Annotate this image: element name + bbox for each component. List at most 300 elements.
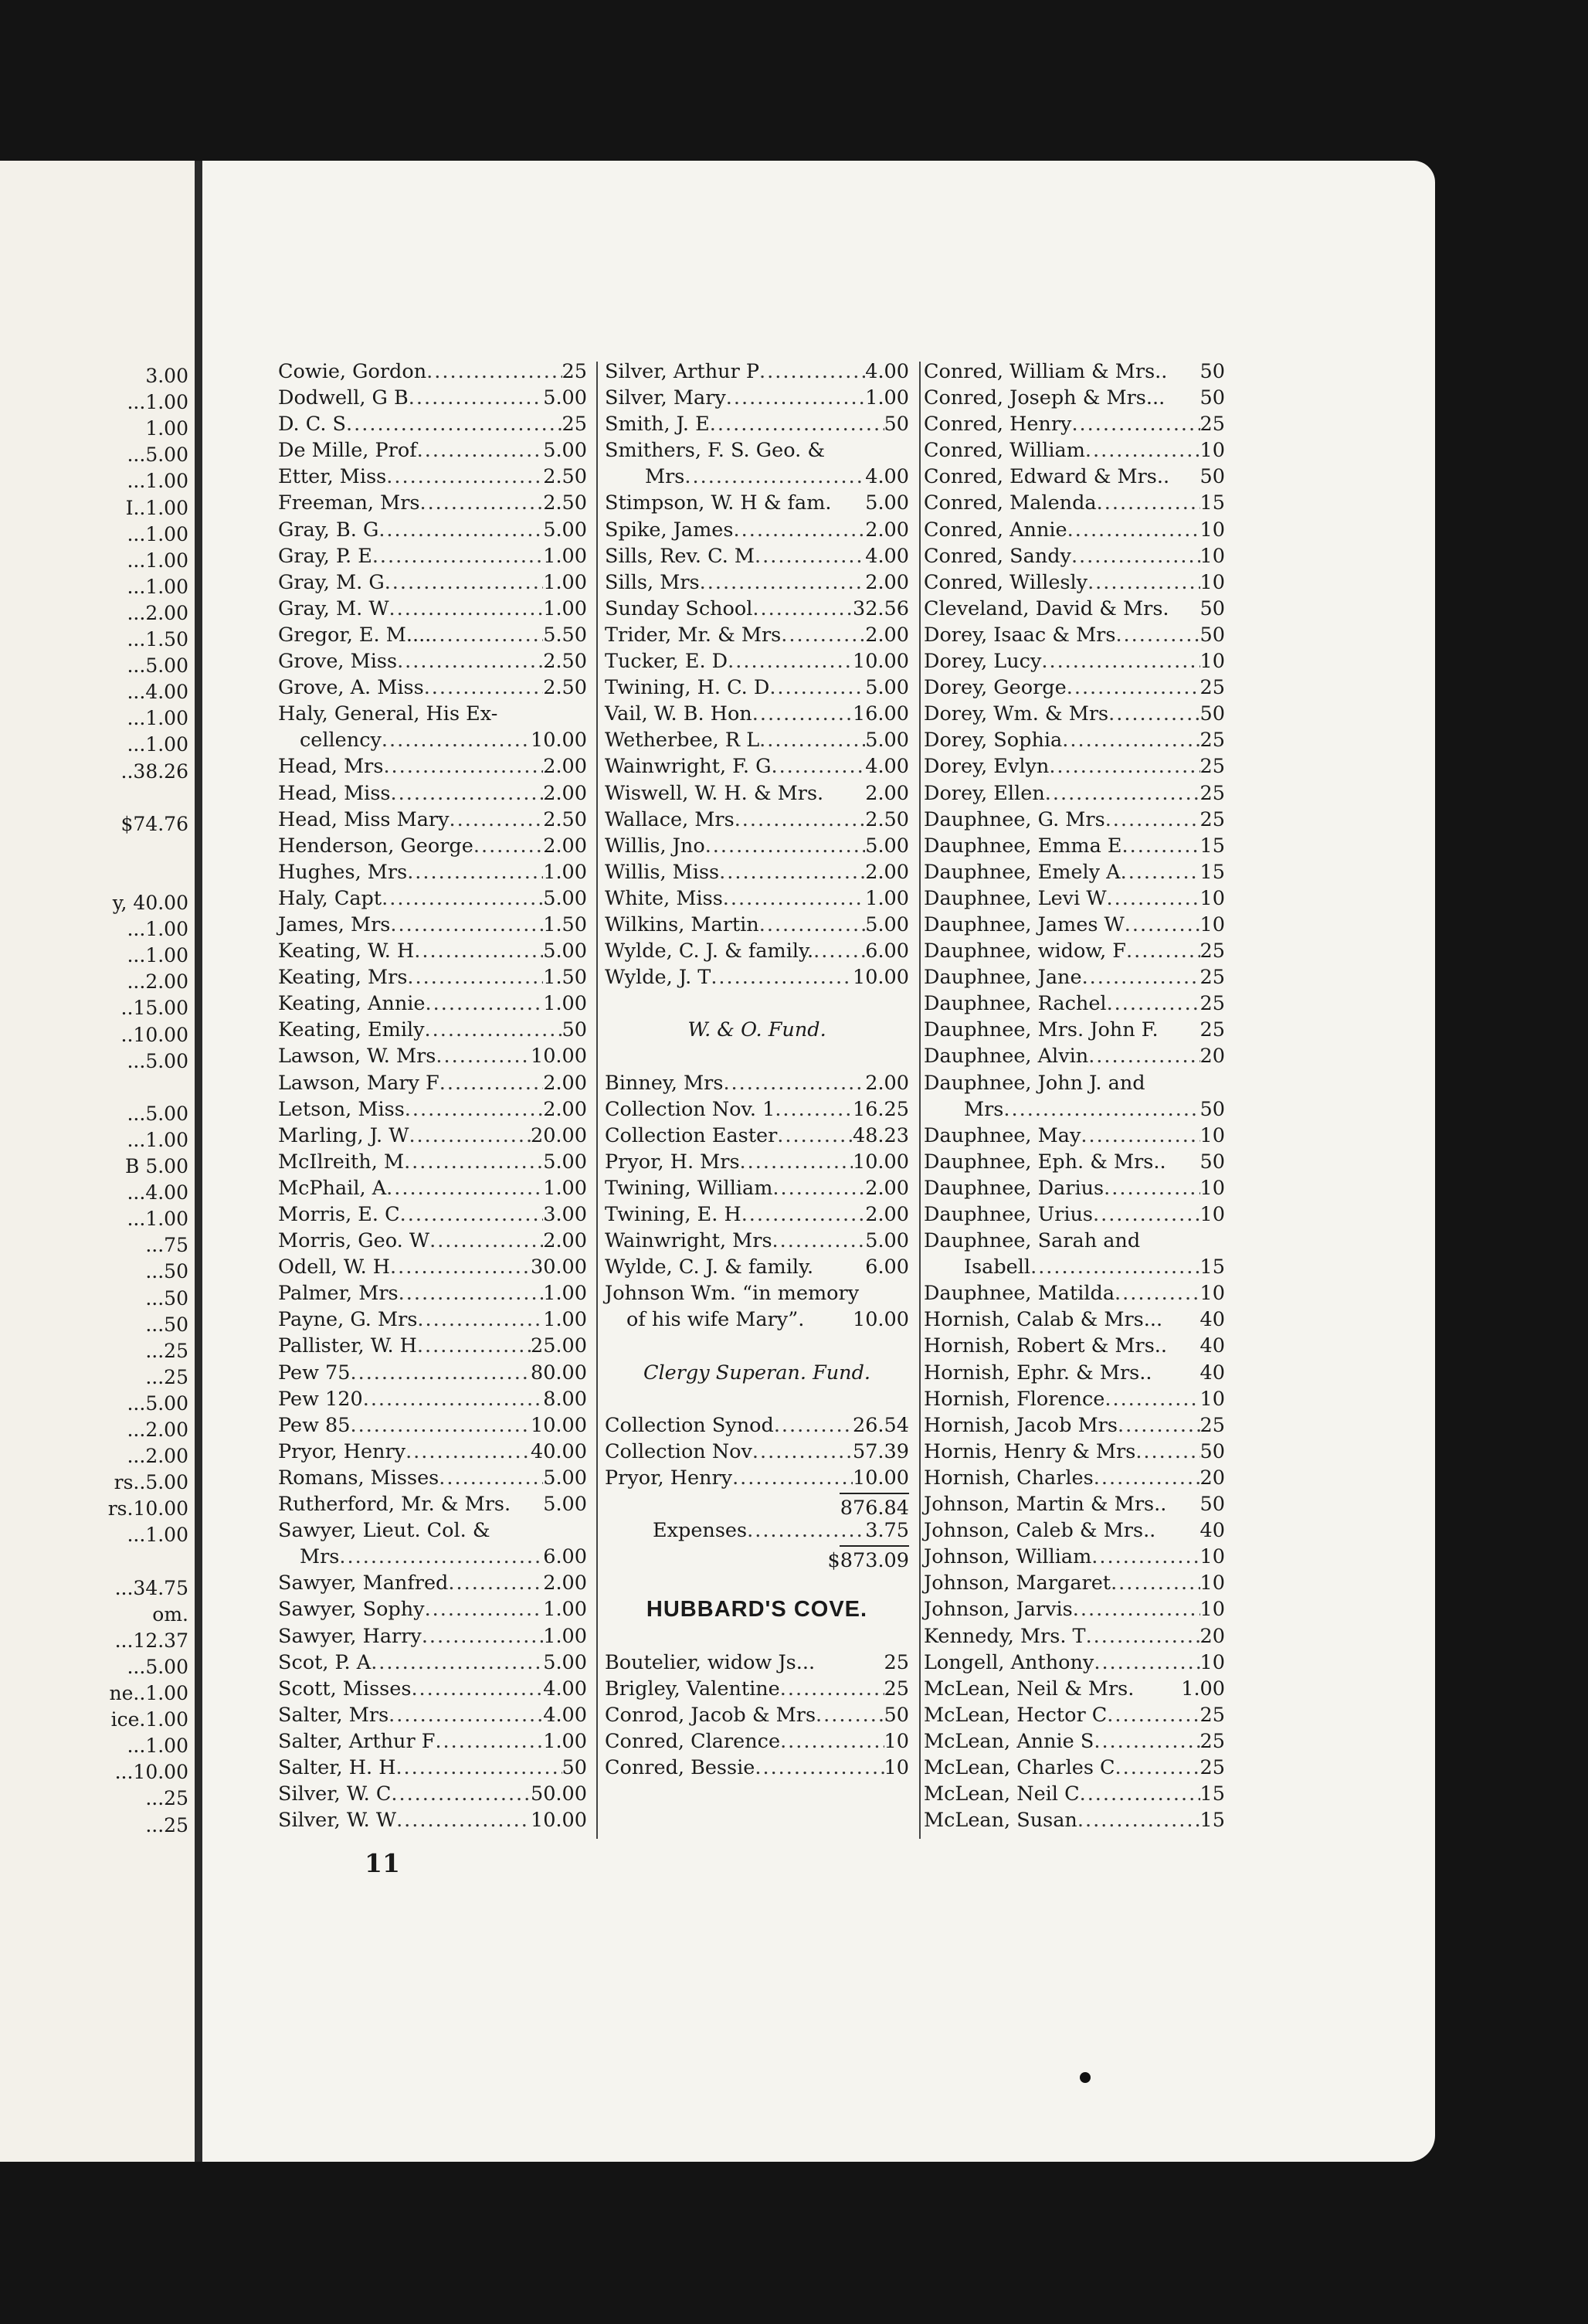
entry-row (278, 807, 587, 833)
leader-dots (1107, 990, 1200, 1017)
entry-amount: 2.00 (865, 860, 909, 884)
entry-name: McLean, Susan (924, 1809, 1077, 1833)
entry-amount: 15 (1199, 860, 1225, 884)
entry-row (278, 1254, 587, 1280)
entry-row (278, 385, 587, 411)
left-page-line: ...2.00 (127, 601, 188, 624)
left-page-line: ..38.26 (120, 759, 188, 783)
entry-name: Brigley, Valentine (605, 1677, 780, 1701)
entry-amount: 50 (1199, 623, 1225, 647)
entry-name: Salter, H. H (278, 1755, 396, 1779)
entry-name: Sills, Mrs (605, 570, 700, 594)
leader-dots (1045, 780, 1200, 807)
entry-row (278, 1201, 587, 1228)
left-page-line: ...25 (145, 1813, 188, 1836)
entry-row (278, 1623, 587, 1650)
column-divider-1 (596, 362, 598, 1839)
entry-name: Dorey, George (924, 676, 1067, 700)
entry-name: Conred, Bessie (605, 1755, 755, 1779)
entry-amount: 25 (1199, 939, 1225, 963)
leader-dots (436, 1043, 531, 1069)
entry-name: Dauphnee, Alvin (924, 1045, 1089, 1069)
leader-dots (1122, 833, 1200, 859)
entry-name: Twining, William (605, 1176, 773, 1200)
entry-row (278, 1333, 587, 1359)
left-page-line: ...25 (145, 1365, 188, 1388)
entry-amount: 10 (1199, 1203, 1225, 1226)
entry-row (924, 1360, 1225, 1386)
entry-name: Johnson, Caleb & Mrs.. (924, 1519, 1156, 1543)
leader-dots (732, 1465, 853, 1491)
entry-name: Binney, Mrs (605, 1071, 724, 1095)
entry-name: Boutelier, widow Js... (605, 1650, 816, 1674)
leader-dots (1067, 674, 1200, 701)
entry-amount: 20 (1199, 1045, 1225, 1069)
leader-dots (426, 358, 562, 385)
left-page-line: ...1.00 (127, 575, 188, 598)
leader-dots (741, 1201, 866, 1228)
total-row (605, 1544, 909, 1573)
entry-row (605, 833, 909, 859)
entry-amount: 2.00 (543, 834, 587, 858)
left-page-line: ...50 (145, 1286, 188, 1310)
leader-dots (771, 753, 865, 780)
entry-name: Longell, Anthony (924, 1650, 1094, 1674)
left-page-line: om. (152, 1602, 188, 1626)
entry-row (278, 411, 587, 437)
leader-dots (755, 543, 865, 569)
leader-dots (1094, 1465, 1200, 1491)
leader-dots (414, 938, 543, 964)
leader-dots (1115, 1280, 1200, 1306)
left-page-line: rs..5.00 (114, 1471, 188, 1494)
leader-dots (407, 964, 543, 990)
left-page-line: ...10.00 (114, 1761, 188, 1784)
entry-row (924, 1096, 1225, 1123)
entry-name: Keating, Emily (278, 1018, 425, 1042)
leader-dots (417, 1333, 531, 1359)
entry-amount: 5.00 (865, 491, 909, 515)
leader-dots (405, 1439, 531, 1465)
entry-row (924, 807, 1225, 833)
entry-amount: 15 (1199, 491, 1225, 515)
left-page-line: ...5.00 (127, 654, 188, 678)
entry-row (278, 833, 587, 859)
entry-row (924, 780, 1225, 807)
leader-dots (1085, 437, 1200, 464)
leader-dots (473, 833, 543, 859)
left-page-line: ...2.00 (127, 970, 188, 994)
entry-name: Keating, Mrs (278, 966, 408, 990)
entry-name: Dauphnee, G. Mrs (924, 807, 1105, 831)
left-page-line: ...1.00 (127, 522, 188, 545)
leader-dots (755, 1755, 884, 1781)
entry-name: Lawson, W. Mrs (278, 1045, 436, 1069)
entry-row (278, 727, 587, 753)
entry-name: Dauphnee, John J. and (924, 1071, 1145, 1095)
entry-row (605, 1650, 909, 1676)
leader-dots (383, 753, 543, 780)
entry-amount: 2.00 (543, 1097, 587, 1121)
entry-name: Palmer, Mrs (278, 1282, 399, 1306)
fund-heading (605, 1360, 909, 1386)
entry-name: Wilkins, Martin (605, 912, 759, 936)
entry-row (278, 938, 587, 964)
entry-amount: 5.00 (543, 518, 587, 542)
left-page-line: ...4.00 (127, 681, 188, 704)
leader-dots (1094, 1650, 1199, 1676)
entry-name: Pew 75 (278, 1361, 351, 1385)
entry-name: Hughes, Mrs (278, 860, 408, 884)
entry-name: Conred, Henry (924, 413, 1072, 437)
entry-amount: 2.00 (865, 1203, 909, 1226)
left-page-line: ...25 (145, 1339, 188, 1362)
entry-row (924, 1017, 1225, 1043)
entry-amount: 2.00 (543, 1071, 587, 1095)
leader-dots (734, 517, 866, 543)
leader-dots (346, 411, 562, 437)
left-page-line: ...1.00 (127, 733, 188, 756)
leader-dots (1104, 1386, 1199, 1412)
leader-dots (400, 1201, 544, 1228)
leader-dots (405, 1096, 543, 1123)
left-page-line: ...1.00 (127, 549, 188, 572)
left-page-line: ...1.00 (127, 707, 188, 730)
leader-dots (759, 358, 865, 385)
entry-amount: 80.00 (530, 1361, 587, 1385)
entry-row (278, 648, 587, 674)
entry-row (924, 543, 1225, 569)
entry-amount: 1.50 (543, 912, 587, 936)
entry-name: Gray, M. W (278, 596, 389, 620)
leader-dots (705, 833, 866, 859)
left-page-line: ...5.00 (127, 1655, 188, 1678)
left-page-line: ...75 (145, 1234, 188, 1257)
entry-row (605, 1412, 909, 1439)
leader-dots (728, 648, 853, 674)
leader-dots (439, 1070, 543, 1096)
entry-amount: 10 (884, 1755, 909, 1779)
leader-dots (1071, 543, 1200, 569)
entry-amount: 5.00 (865, 1229, 909, 1253)
entry-row (605, 622, 909, 648)
entry-name: Pew 120 (278, 1387, 363, 1411)
entry-name: Kennedy, Mrs. T (924, 1624, 1086, 1648)
entry-amount: 40.00 (530, 1439, 587, 1463)
entry-amount: 26.54 (852, 1413, 909, 1437)
page-number: 11 (365, 1848, 400, 1878)
entry-amount: 50 (1199, 1097, 1225, 1121)
left-page-line: ...5.00 (127, 1391, 188, 1415)
entry-row (605, 437, 909, 464)
entry-amount: 10 (1199, 439, 1225, 463)
entry-amount: 6.00 (543, 1545, 587, 1569)
entry-amount: 2.00 (543, 781, 587, 805)
entry-row (605, 1201, 909, 1228)
leader-dots (769, 674, 865, 701)
entry-amount: 10 (1199, 1387, 1225, 1411)
entry-amount: 10 (1199, 1176, 1225, 1200)
entry-row (605, 569, 909, 596)
entry-row (605, 1254, 909, 1280)
entry-amount: 10 (1199, 650, 1225, 674)
entry-amount: 25 (1199, 1703, 1225, 1727)
entry-row (924, 1386, 1225, 1412)
fund-heading (605, 1017, 909, 1043)
entry-name: Henderson, George (278, 834, 473, 858)
entry-name: Mrs (964, 1097, 1004, 1121)
leader-dots (780, 1728, 884, 1755)
left-page-line: ...5.00 (127, 1102, 188, 1125)
entry-row (924, 1149, 1225, 1175)
entry-amount: 40 (1199, 1361, 1225, 1385)
entry-amount: 25 (1199, 755, 1225, 779)
entry-row (924, 1306, 1225, 1333)
leader-dots (1088, 1043, 1199, 1069)
entry-row (924, 1650, 1225, 1676)
entry-name: Dauphnee, widow, F (924, 939, 1126, 963)
entry-row (924, 727, 1225, 753)
entry-name: Wylde, C. J. & family. (605, 939, 814, 963)
leader-dots (371, 1650, 543, 1676)
entry-name: Letson, Miss (278, 1097, 405, 1121)
leader-dots (350, 1412, 531, 1439)
entry-amount: 20.00 (530, 1123, 587, 1147)
entry-amount: 1.50 (543, 966, 587, 990)
entry-row (605, 1149, 909, 1175)
entry-row (278, 1676, 587, 1702)
left-page-line: ...2.00 (127, 1419, 188, 1441)
entry-row (278, 674, 587, 701)
entry-name: Silver, Mary (605, 386, 726, 410)
entry-name: Conred, Annie (924, 518, 1067, 542)
entry-amount: 2.50 (543, 650, 587, 674)
leader-dots (435, 1728, 543, 1755)
entry-row (278, 1807, 587, 1833)
left-page-line: ...4.00 (127, 1181, 188, 1204)
entry-name: Conred, Malenda (924, 491, 1097, 515)
entry-name: McIlreith, M (278, 1150, 405, 1174)
entry-amount: 4.00 (865, 465, 909, 489)
entry-name: Smithers, F. S. Geo. & (605, 439, 826, 463)
entry-name: cellency (300, 729, 382, 753)
leader-dots (391, 780, 544, 807)
entry-amount: 2.50 (543, 807, 587, 831)
entry-name: Sunday School (605, 596, 753, 620)
heading-text: W. & O. Fund. (687, 1018, 826, 1042)
entry-amount: 2.50 (543, 465, 587, 489)
entry-row (924, 437, 1225, 464)
entry-name: Mrs (645, 465, 685, 489)
entry-row (605, 859, 909, 885)
entry-name: Johnson, Martin & Mrs.. (924, 1493, 1167, 1517)
entry-row (278, 1280, 587, 1306)
entry-amount: 25 (1199, 807, 1225, 831)
entry-name: McLean, Neil & Mrs. (924, 1677, 1135, 1701)
entry-row (605, 1728, 909, 1755)
entry-name: Collection Synod (605, 1413, 774, 1437)
entry-name: Romans, Misses (278, 1466, 439, 1490)
entry-amount: 10 (1199, 544, 1225, 568)
entry-row (278, 1123, 587, 1149)
left-page-line: ...1.00 (127, 1524, 188, 1547)
entry-name: McPhail, A (278, 1176, 387, 1200)
entry-row (605, 1228, 909, 1254)
entry-row (605, 1070, 909, 1096)
entry-row (278, 1544, 587, 1570)
entry-row (278, 1096, 587, 1123)
entry-amount: 10 (1199, 518, 1225, 542)
entry-amount: 30.00 (530, 1255, 587, 1279)
entry-amount: 50 (1199, 596, 1225, 620)
entry-amount: 2.50 (543, 676, 587, 700)
entry-row (278, 1755, 587, 1781)
leader-dots (752, 701, 853, 727)
entry-amount: 50 (1199, 702, 1225, 726)
entry-row (924, 1465, 1225, 1491)
entry-name: Dauphnee, Urius (924, 1203, 1093, 1226)
leader-dots (1121, 859, 1200, 885)
entry-name: Salter, Arthur F (278, 1729, 436, 1753)
leader-dots (409, 385, 543, 411)
entry-row (278, 885, 587, 912)
entry-row (924, 833, 1225, 859)
leader-dots (448, 1570, 543, 1596)
entry-row (924, 464, 1225, 490)
entry-row (924, 859, 1225, 885)
entry-name: Hornish, Florence (924, 1387, 1105, 1411)
entry-row (924, 1201, 1225, 1228)
entry-row (278, 569, 587, 596)
left-page-line: B 5.00 (125, 1155, 188, 1177)
entry-amount: 50 (1199, 1439, 1225, 1463)
leader-dots (411, 1676, 543, 1702)
entry-amount: 25 (884, 1650, 909, 1674)
entry-name: Conred, Joseph & Mrs... (924, 386, 1166, 410)
leader-dots (1115, 1755, 1200, 1781)
leader-dots (777, 1123, 853, 1149)
entry-row (278, 964, 587, 990)
entry-row (924, 912, 1225, 938)
entry-row (924, 358, 1225, 385)
entry-amount: 25 (562, 360, 587, 383)
entry-row (924, 1728, 1225, 1755)
entry-amount: 10.00 (852, 1308, 909, 1332)
entry-amount: 2.50 (865, 807, 909, 831)
entry-row (924, 964, 1225, 990)
entry-row (278, 543, 587, 569)
entry-name: Conred, Clarence (605, 1729, 781, 1753)
leader-dots (1104, 1175, 1199, 1201)
leader-dots (1081, 1123, 1199, 1149)
entry-amount: 10.00 (530, 1413, 587, 1437)
entry-name: Payne, G. Mrs (278, 1308, 418, 1332)
entry-row (278, 753, 587, 780)
entry-name: Spike, James (605, 518, 734, 542)
total-value: $873.09 (827, 1549, 909, 1573)
entry-amount: 50 (562, 1755, 587, 1779)
leader-dots (422, 1623, 543, 1650)
left-page-line: ...1.00 (127, 1735, 188, 1758)
entry-name: Sawyer, Sophy (278, 1598, 425, 1622)
entry-row (605, 543, 909, 569)
entry-row (605, 727, 909, 753)
entry-row (924, 1070, 1225, 1096)
entry-name: Dorey, Evlyn (924, 755, 1050, 779)
leader-dots (439, 1465, 543, 1491)
entry-name: Mrs (300, 1545, 340, 1569)
entry-row (605, 938, 909, 964)
entry-row (605, 1096, 909, 1123)
entry-row (278, 437, 587, 464)
entry-row (278, 358, 587, 385)
left-page-fragment (0, 161, 195, 2162)
leader-dots (813, 938, 865, 964)
left-page-line: ...5.00 (127, 1049, 188, 1072)
leader-dots (740, 1149, 853, 1175)
entry-row (605, 780, 909, 807)
section-heading (605, 1596, 909, 1622)
leader-dots (726, 385, 865, 411)
entry-name: Wetherbee, R L (605, 729, 760, 753)
entry-row (278, 1149, 587, 1175)
left-page-line: ...1.00 (127, 918, 188, 941)
entry-amount: 2.00 (543, 1229, 587, 1253)
entry-name: Dorey, Ellen (924, 781, 1045, 805)
left-page-line: 1.00 (145, 417, 188, 440)
entry-name: Dauphnee, Eph. & Mrs.. (924, 1150, 1166, 1174)
entry-amount: 10 (884, 1729, 909, 1753)
entry-amount: 25 (1199, 1413, 1225, 1437)
entry-amount: 25 (562, 413, 587, 437)
entry-row (924, 1623, 1225, 1650)
entry-name: Pallister, W. H (278, 1334, 417, 1358)
entry-amount: 5.00 (543, 1493, 587, 1517)
entry-row (924, 411, 1225, 437)
entry-amount: 25 (1199, 729, 1225, 753)
entry-amount: 6.00 (865, 1255, 909, 1279)
entry-row (924, 885, 1225, 912)
leader-dots (752, 596, 853, 622)
entry-name: Wallace, Mrs (605, 807, 735, 831)
left-page-line: ...50 (145, 1313, 188, 1336)
entry-row (605, 1123, 909, 1149)
leader-dots (417, 437, 544, 464)
entry-amount: 10.00 (852, 966, 909, 990)
entry-amount: 1.00 (543, 1176, 587, 1200)
entry-amount: 2.00 (543, 755, 587, 779)
left-page-line: $74.76 (120, 812, 188, 835)
entry-name: Dorey, Lucy (924, 650, 1042, 674)
entry-name: Dauphnee, Levi W (924, 886, 1107, 910)
entry-row (924, 674, 1225, 701)
leader-dots (389, 1702, 543, 1728)
entry-amount: 6.00 (865, 939, 909, 963)
ink-speck (1080, 2072, 1091, 2083)
entry-name: Silver, W. W (278, 1809, 397, 1833)
entry-row (924, 1676, 1225, 1702)
entry-row (278, 1491, 587, 1517)
entry-name: Johnson, Margaret (924, 1571, 1111, 1595)
entry-amount: 25 (1199, 781, 1225, 805)
leader-dots (772, 1228, 866, 1254)
spacer (605, 1570, 909, 1596)
entry-row (605, 885, 909, 912)
entry-row (924, 1702, 1225, 1728)
entry-name: Conred, William (924, 439, 1085, 463)
entry-amount: 2.00 (543, 1571, 587, 1595)
entry-row (278, 622, 587, 648)
